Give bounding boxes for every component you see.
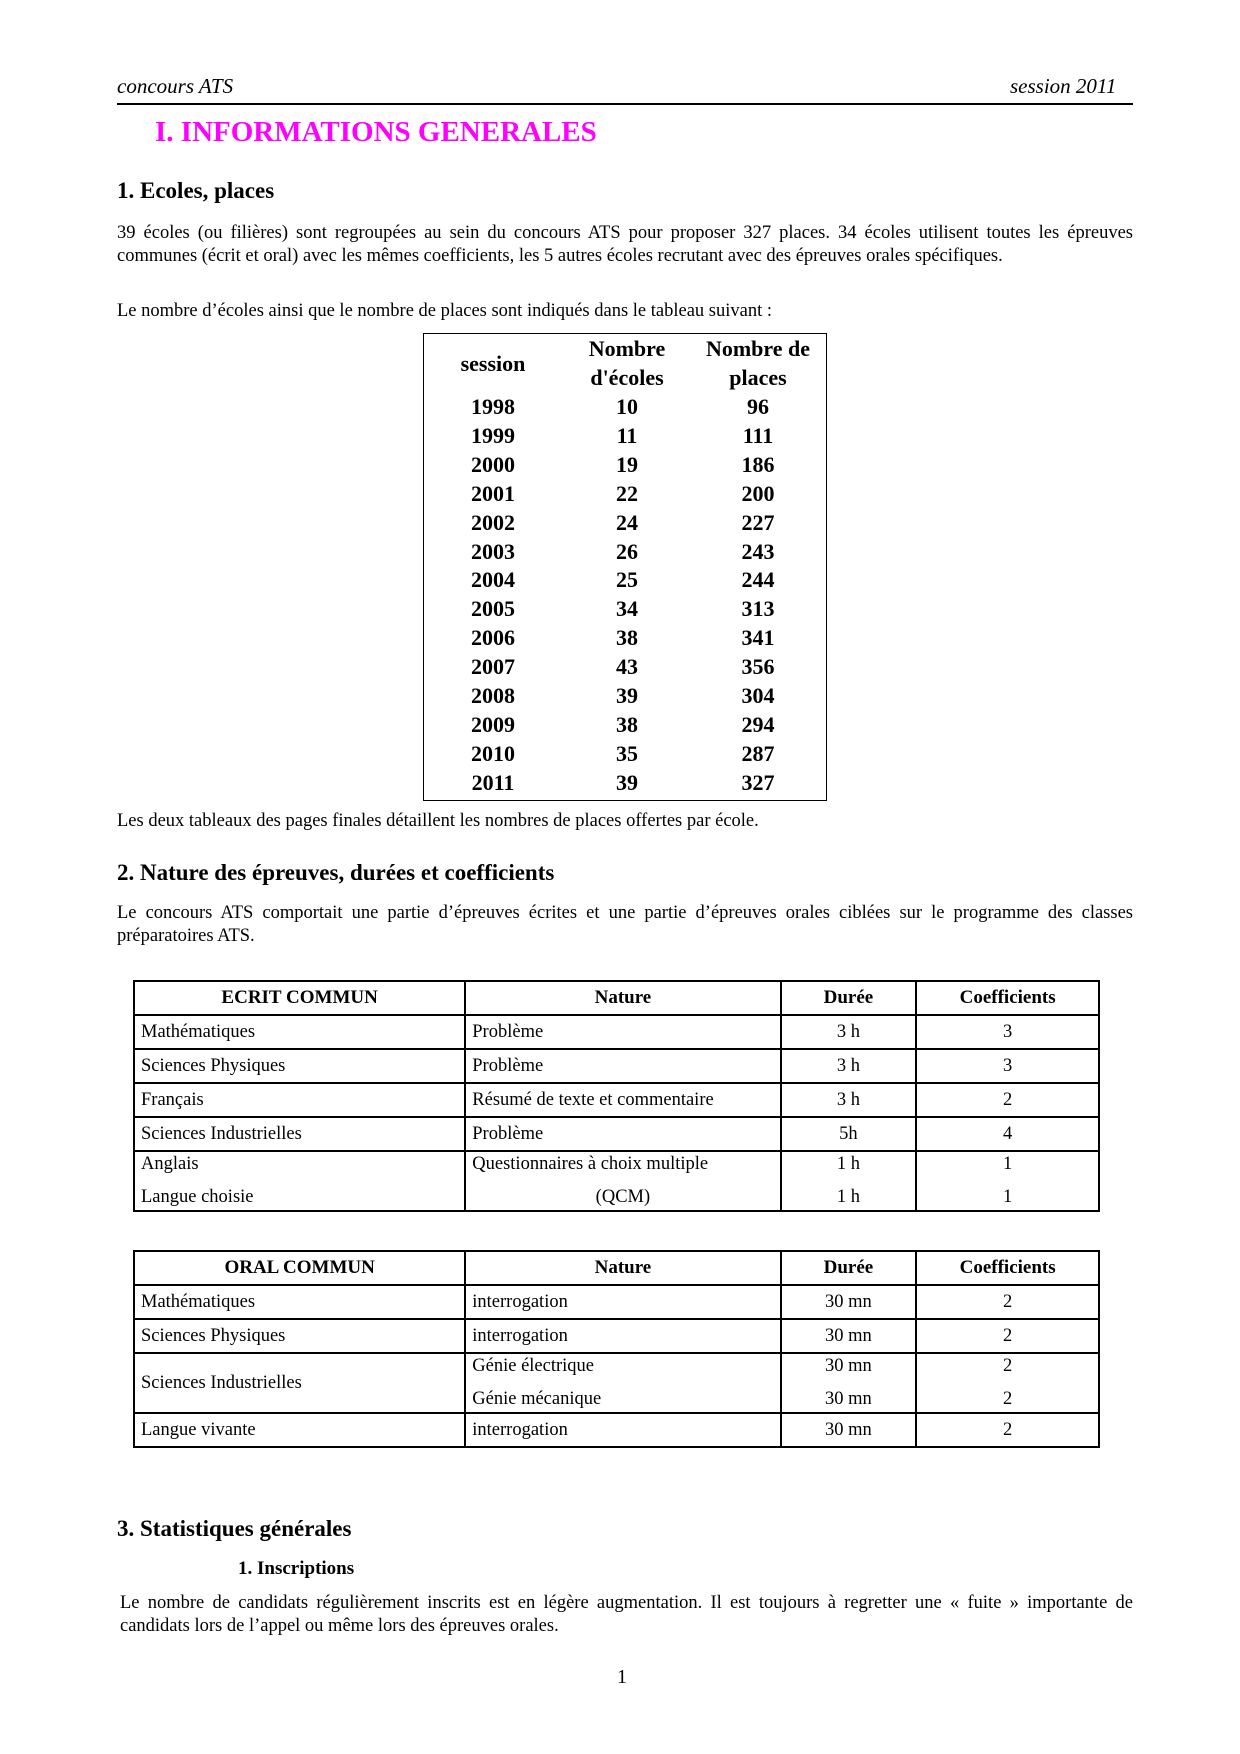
col-header: ORAL COMMUN <box>134 1251 465 1285</box>
sessions-cell: 96 <box>747 394 769 419</box>
cell-line: 30 mn <box>825 1389 872 1409</box>
sessions-cell: 2007 <box>471 654 515 680</box>
cell: 30 mn <box>781 1319 917 1353</box>
sessions-cell: 2009 <box>471 711 515 737</box>
cell <box>465 1353 780 1413</box>
cell: 5h <box>781 1117 917 1151</box>
col-header: Durée <box>781 981 917 1015</box>
cell-line: 2 <box>1003 1356 1013 1376</box>
sessions-cell: 244 <box>741 567 775 593</box>
col-header: Nature <box>465 1251 780 1285</box>
sessions-cell: 287 <box>741 740 775 766</box>
cell: 3 h <box>781 1015 917 1049</box>
table-row <box>134 1285 1099 1319</box>
ecrit-table <box>133 980 1100 1212</box>
table-row <box>134 1413 1099 1447</box>
cell: Mathématiques <box>134 1285 465 1319</box>
cell: Sciences Physiques <box>134 1049 465 1083</box>
sessions-cell: 341 <box>741 625 775 651</box>
cell: Sciences Physiques <box>134 1319 465 1353</box>
col-header-session: session <box>460 351 526 376</box>
sessions-cell: 2004 <box>471 567 515 593</box>
sessions-cell: 38 <box>616 711 638 737</box>
page-title: I. INFORMATIONS GENERALES <box>155 116 597 148</box>
sessions-cell: 34 <box>616 596 638 622</box>
sessions-cell: 39 <box>616 769 638 795</box>
cell-line: Questionnaires à choix multiple <box>472 1154 709 1174</box>
sessions-table <box>423 333 827 801</box>
col-header: Coefficients <box>916 981 1099 1015</box>
cell: Mathématiques <box>134 1015 465 1049</box>
sessions-cell: 243 <box>741 538 775 564</box>
oral-table <box>133 1250 1100 1448</box>
cell: Langue vivante <box>134 1413 465 1447</box>
sessions-cell: 10 <box>616 394 638 419</box>
header-rule <box>117 103 1133 105</box>
cell: 4 <box>916 1117 1099 1151</box>
cell: Problème <box>465 1015 780 1049</box>
cell: interrogation <box>465 1319 780 1353</box>
cell <box>465 1151 780 1211</box>
table-row <box>134 1319 1099 1353</box>
page-number: 1 <box>617 1666 627 1688</box>
sessions-cell: 38 <box>616 625 638 651</box>
cell: 3 <box>916 1015 1099 1049</box>
section1-para2: Le nombre d’écoles ainsi que le nombre de places sont indiqués dans le tableau suivant : <box>117 301 773 321</box>
table-row <box>134 1353 1099 1413</box>
sessions-cell: 2005 <box>471 596 515 622</box>
cell: 3 h <box>781 1083 917 1117</box>
cell: 3 <box>916 1049 1099 1083</box>
cell-line: (QCM) <box>595 1187 651 1207</box>
table-header-row <box>134 981 1099 1015</box>
sessions-cell: 304 <box>741 683 775 708</box>
section2-heading: 2. Nature des épreuves, durées et coefficients <box>117 860 555 885</box>
sessions-cell: 294 <box>741 711 775 737</box>
cell: 3 h <box>781 1049 917 1083</box>
sessions-cell: 19 <box>616 451 638 477</box>
sessions-cell: 186 <box>741 451 775 477</box>
cell: 2 <box>916 1083 1099 1117</box>
cell: 2 <box>916 1285 1099 1319</box>
cell-line: Langue choisie <box>141 1187 254 1207</box>
header-right: session 2011 <box>1010 74 1117 98</box>
section2-para: Le concours ATS comportait une partie d’épreuves écrites et une partie d’épreuves orales ciblées sur le programme des classes préparatoires ATS. <box>117 903 1133 946</box>
section3-heading: 3. Statistiques générales <box>117 1516 352 1541</box>
cell-line: Génie mécanique <box>472 1389 602 1409</box>
cell-line: Génie électrique <box>472 1356 595 1376</box>
table-row <box>134 1049 1099 1083</box>
sessions-cell: 43 <box>616 654 638 680</box>
sessions-cell: 2001 <box>471 480 515 506</box>
table-row <box>134 1151 1099 1211</box>
cell-line: 1 <box>1003 1154 1013 1174</box>
cell: Français <box>134 1083 465 1117</box>
cell: Sciences Industrielles <box>134 1353 465 1413</box>
cell-line: Anglais <box>141 1154 199 1174</box>
section1-para3: Les deux tableaux des pages finales détaillent les nombres de places offertes par école. <box>117 811 759 831</box>
col-header-nb-places-2: places <box>729 365 787 390</box>
col-header-nb-ecoles-1: Nombre <box>588 336 666 361</box>
sessions-cell: 26 <box>616 538 638 564</box>
cell-line: 1 <box>1003 1187 1013 1207</box>
sessions-cell: 25 <box>616 567 638 593</box>
table-row <box>134 1015 1099 1049</box>
sessions-cell: 200 <box>741 480 775 506</box>
cell: Sciences Industrielles <box>134 1117 465 1151</box>
sessions-cell: 1999 <box>471 422 515 448</box>
subsection-inscriptions: 1. Inscriptions <box>238 1558 355 1579</box>
cell <box>916 1353 1099 1413</box>
cell <box>781 1353 917 1413</box>
sessions-cell: 2000 <box>471 451 515 477</box>
header-left: concours ATS <box>117 74 234 98</box>
sessions-cell: 35 <box>616 740 638 766</box>
sessions-cell: 11 <box>616 422 638 448</box>
sessions-cell: 39 <box>616 683 638 708</box>
col-header: Nature <box>465 981 780 1015</box>
col-header: Coefficients <box>916 1251 1099 1285</box>
cell-line: 2 <box>1003 1389 1013 1409</box>
cell: Problème <box>465 1117 780 1151</box>
sessions-cell: 2003 <box>471 538 515 564</box>
sessions-cell: 356 <box>741 654 775 680</box>
section1-para1: 39 écoles (ou filières) sont regroupées au sein du concours ATS pour proposer 327 places. 34 écoles utilisent toutes les épreuves communes (écrit et oral) avec les mêmes coefficients, les 5 autres écoles recrutant avec des épreuves orales spécifiques. <box>117 223 1133 266</box>
cell <box>916 1151 1099 1211</box>
cell: 2 <box>916 1319 1099 1353</box>
cell-line: 1 h <box>836 1154 860 1174</box>
col-header: Durée <box>781 1251 917 1285</box>
cell: 2 <box>916 1413 1099 1447</box>
table-row <box>134 1083 1099 1117</box>
sessions-cell: 227 <box>741 509 775 535</box>
col-header-nb-ecoles-2: d'écoles <box>590 365 664 390</box>
sessions-cell: 2002 <box>471 509 515 535</box>
cell: 30 mn <box>781 1413 917 1447</box>
sessions-cell: 24 <box>616 509 638 535</box>
cell: 30 mn <box>781 1285 917 1319</box>
cell: interrogation <box>465 1285 780 1319</box>
sessions-cell: 313 <box>741 596 775 622</box>
section1-heading: 1. Ecoles, places <box>117 178 275 203</box>
cell: interrogation <box>465 1413 780 1447</box>
col-header-nb-places-1: Nombre de <box>705 336 811 361</box>
sessions-cell: 2006 <box>471 625 515 651</box>
cell: Problème <box>465 1049 780 1083</box>
cell <box>134 1151 465 1211</box>
cell-line: 1 h <box>836 1187 860 1207</box>
sessions-cell: 2008 <box>471 683 515 708</box>
sessions-cell: 327 <box>741 769 775 795</box>
cell <box>781 1151 917 1211</box>
col-header: ECRIT COMMUN <box>134 981 465 1015</box>
sessions-cell: 2010 <box>471 740 515 766</box>
table-header-row <box>134 1251 1099 1285</box>
cell: Résumé de texte et commentaire <box>465 1083 780 1117</box>
table-row <box>134 1117 1099 1151</box>
sessions-cell: 1998 <box>471 394 515 419</box>
section3-para: Le nombre de candidats régulièrement inscrits est en légère augmentation. Il est toujours à regretter une « fuite » importante de candidats lors de l’appel ou même lors des épreuves orales. <box>120 1593 1133 1636</box>
sessions-cell: 2011 <box>471 769 515 795</box>
cell-line: 30 mn <box>825 1356 872 1376</box>
sessions-cell: 111 <box>742 422 774 448</box>
sessions-cell: 22 <box>616 480 638 506</box>
